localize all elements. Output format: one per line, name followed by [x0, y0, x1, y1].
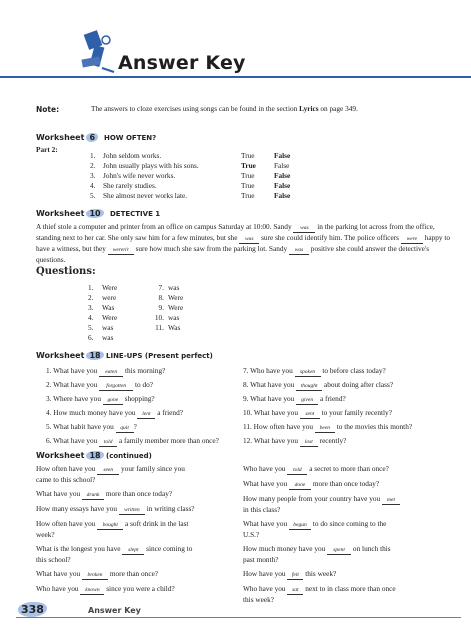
ws6-item: 2. John usually plays with his sons. True False	[90, 161, 290, 170]
list-item: What have you done more than once today?	[243, 479, 380, 488]
questions-label: Questions:	[36, 266, 96, 277]
ws6-list	[90, 151, 330, 201]
list-item: 3. Where have you gone shopping?	[46, 394, 155, 403]
ws6-heading	[36, 133, 98, 142]
ws18-title: LINE-UPS (Present perfect)	[106, 352, 213, 360]
ws10-label: Worksheet	[36, 209, 85, 218]
list-item: 10. What have you sent to your family recently?	[243, 408, 392, 417]
list-item: 4. Were	[88, 313, 118, 322]
ws6-title: HOW OFTEN?	[104, 134, 157, 142]
note-text-after: on page 349.	[318, 104, 358, 113]
list-item: What have you begun to do since coming to the U.S.?	[243, 519, 387, 539]
list-item: Who have you sat next to in class more than once this week?	[243, 584, 396, 604]
list-item: 6. was	[88, 333, 114, 342]
list-item: 8. What have you thought about doing after class?	[243, 380, 394, 389]
ws10-answers-col2	[148, 283, 208, 333]
list-item: What is the longest you have slept since coming to this school?	[36, 544, 193, 564]
ws18c-title: (continued)	[106, 452, 152, 460]
ws10-title: DETECTIVE 1	[110, 210, 161, 218]
header-rule	[0, 76, 471, 78]
list-item: How many people from your country have you met in this class?	[243, 494, 458, 515]
page-number: 338	[18, 603, 47, 616]
footer-label: Answer Key	[88, 606, 141, 615]
ws6-item: 5. She almost never works late. True False	[90, 191, 291, 200]
list-item: 12. What have you lost recently?	[243, 436, 347, 445]
footer-rule	[16, 617, 461, 618]
list-item: 6. What have you told a family member more than once?	[46, 436, 219, 445]
list-item: How often have you seen your family since you came to this school?	[36, 464, 185, 484]
ws18-left-col	[46, 366, 236, 450]
ws18-label: Worksheet	[36, 351, 85, 360]
list-item: How much money have you spent on lunch this past month?	[243, 544, 391, 564]
list-item: 3. Was	[88, 303, 115, 312]
ws6-label: Worksheet	[36, 133, 85, 142]
list-item: 11. How often have you been to the movies this month?	[243, 422, 413, 431]
list-item: 8. Were	[158, 293, 184, 302]
list-item: How often have you bought a soft drink in the last week?	[36, 519, 189, 539]
note-text-before: The answers to cloze exercises using songs can be found in the section	[91, 104, 300, 113]
note-text	[91, 104, 358, 114]
ws10-answers-col1	[88, 283, 148, 343]
ws6-item: 4. She rarely studies. True False	[90, 181, 291, 190]
ws18c-number: 18	[86, 451, 103, 460]
list-item: 10. was	[154, 313, 180, 322]
ws10-number: 10	[86, 209, 103, 218]
list-item: What have you broken more than once?	[36, 569, 159, 578]
ws18-number: 18	[86, 351, 103, 360]
list-item: 2. What have you forgotten to do?	[46, 380, 154, 389]
list-item: 1. Were	[88, 283, 118, 292]
list-item: 9. What have you given a friend?	[243, 394, 346, 403]
list-item: 4. How much money have you lent a friend?	[46, 408, 183, 417]
list-item: What have you drunk more than once today?	[36, 489, 173, 498]
header-illustration	[80, 28, 120, 74]
list-item: 7. was	[158, 283, 180, 292]
ws18c-label: Worksheet	[36, 451, 85, 460]
list-item: 1. What have you eaten this morning?	[46, 366, 166, 375]
ws18-right-col	[243, 366, 463, 450]
list-item: How many essays have you written in writing class?	[36, 504, 195, 513]
ws6-item: 3. John's wife never works. True False	[90, 171, 291, 180]
list-item: 5. was	[88, 323, 114, 332]
ws18-heading	[36, 351, 104, 360]
list-item: Who have you told a secret to more than once?	[243, 464, 389, 473]
ws10-paragraph: A thief stole a computer and printer from an office on campus Saturday at 10:00. Sandy was in the parking lot across from the office, standing next to her car. She only saw him for a few minutes, but she was sure she could identify him. The police officers were happy to have a witness, but they weren't sure how much she saw from the parking lot. Sandy was positive she could answer the detective's questions.	[36, 222, 451, 264]
page-title: Answer Key	[118, 52, 246, 74]
list-item: 7. Who have you spoken to before class today?	[243, 366, 386, 375]
ws18c-right-col	[243, 464, 458, 605]
ws18c-heading	[36, 451, 104, 460]
list-item: Who have you known since you were a child?	[36, 584, 175, 593]
list-item: 9. Were	[158, 303, 184, 312]
ws6-number: 6	[86, 133, 98, 142]
list-item: 11. Was	[155, 323, 181, 332]
ws18c-left-col	[36, 464, 236, 595]
ws10-heading	[36, 209, 104, 218]
note-label: Note:	[36, 105, 60, 114]
list-item: 5. What habit have you quit ?	[46, 422, 137, 431]
list-item: How have you felt this week?	[243, 569, 337, 578]
list-item: 2. were	[88, 293, 117, 302]
note-text-bold: Lyrics	[299, 104, 319, 113]
ws6-part: Part 2:	[36, 145, 58, 154]
ws6-item: 1. John seldom works. True False	[90, 151, 291, 160]
